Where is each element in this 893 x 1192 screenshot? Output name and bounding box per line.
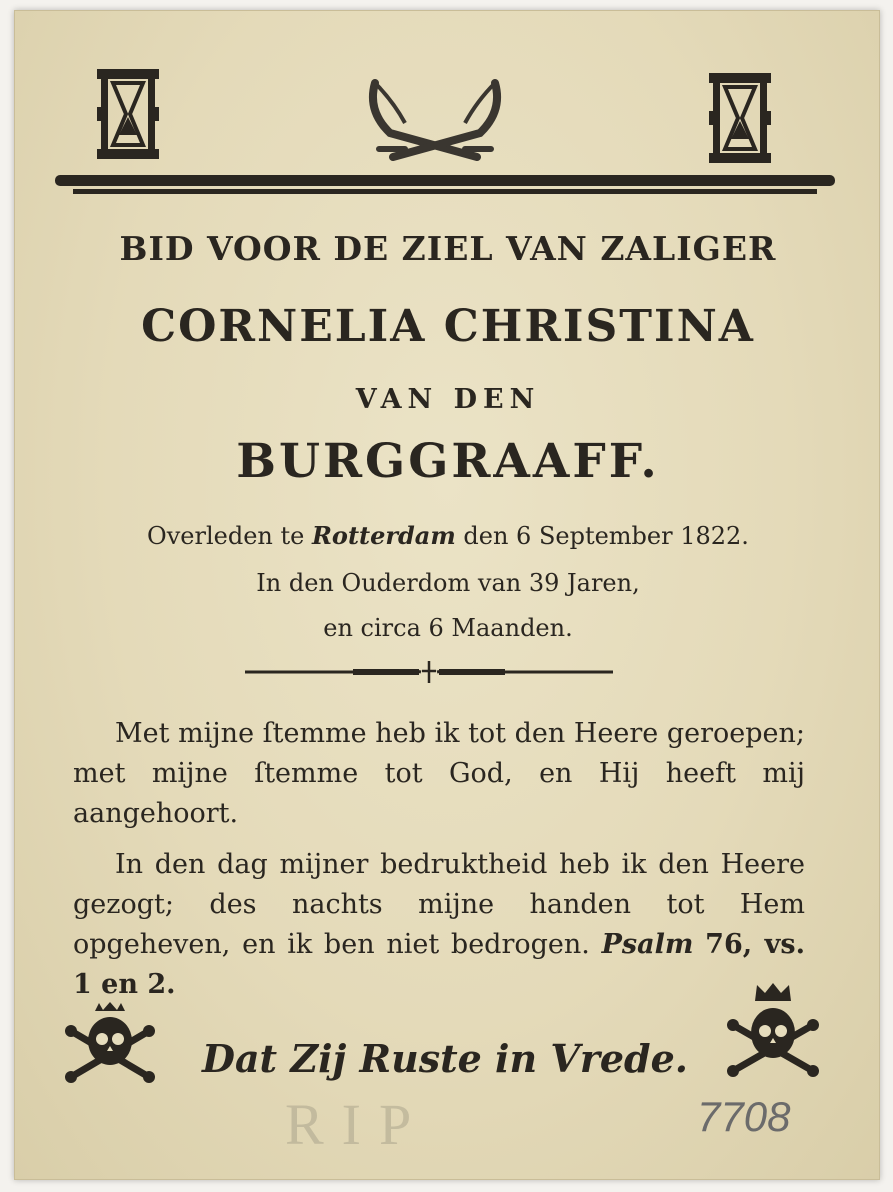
hourglass-icon — [97, 69, 159, 159]
crossed-scythes-icon — [365, 71, 505, 161]
prayer-text: In den dag mijner bedruktheid heb ik den Heere gezogt; des nachts mijne handen tot Hem opgeheven, en ik ben niet bedrogen. — [73, 849, 805, 960]
death-place: Rotterdam — [311, 521, 456, 550]
rip-stamp: RIP — [285, 1092, 430, 1157]
memorial-card — [14, 10, 880, 1180]
death-date: den 6 September 1822. — [463, 522, 749, 550]
psalm-reference: 76, vs. 1 en 2. — [73, 929, 805, 1000]
age-line: In den Ouderdom van 39 Jaren, — [256, 569, 640, 597]
death-prefix: Overleden te — [147, 522, 305, 550]
name-particle: VAN DEN — [355, 384, 541, 415]
age-line-2: en circa 6 Maanden. — [323, 614, 573, 642]
cross-divider-icon — [243, 659, 615, 685]
crowned-skull-crossbones-icon — [65, 1001, 155, 1083]
psalm-label: Psalm — [601, 929, 694, 960]
catalog-number: 7708 — [697, 1093, 791, 1140]
prayer-paragraph-2 — [73, 845, 805, 1005]
hourglass-icon — [709, 73, 771, 163]
prayer-paragraph-1: Met mijne ſtemme heb ik tot den Heere geroepen; met mijne ſtemme tot God, en Hij heeft mij aangehoort. — [73, 718, 805, 829]
death-line — [15, 521, 881, 550]
closing-line: Dat Zij Ruste in Vrede. — [201, 1036, 689, 1081]
surname: BURGGRAAFF. — [236, 434, 660, 489]
heading: BID VOOR DE ZIEL VAN ZALIGER — [119, 229, 777, 268]
first-names: CORNELIA CHRISTINA — [141, 301, 755, 352]
top-rule — [53, 171, 837, 199]
crowned-skull-crossbones-icon — [727, 979, 819, 1079]
